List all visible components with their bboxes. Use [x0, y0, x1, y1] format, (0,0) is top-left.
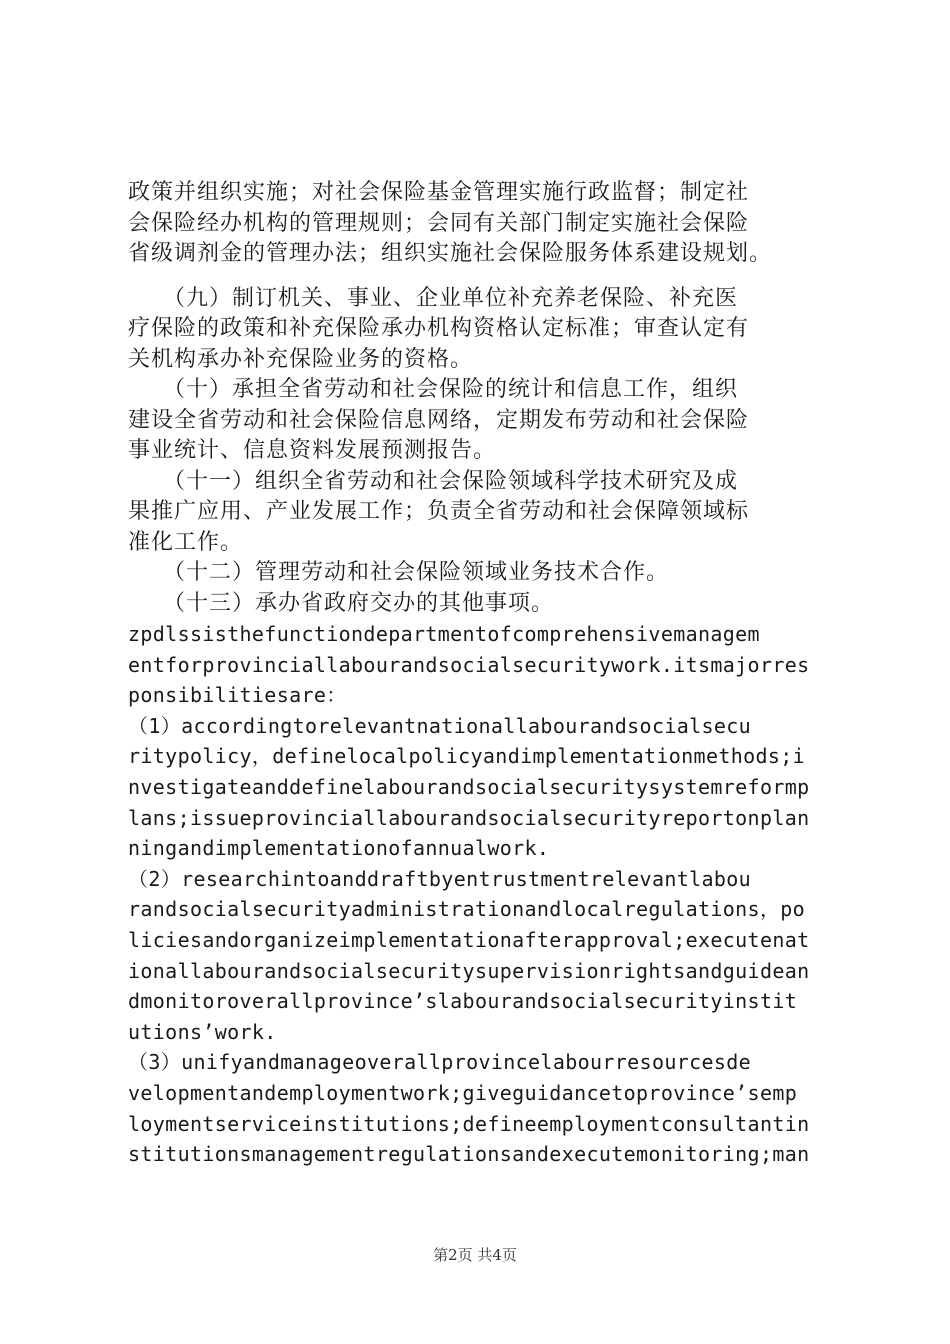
paragraph-english-intro: zpdlssisthefunctiondepartmentofcomprehensivemanagem entforprovinciallabourandsocialsecuritywork.itsmajorres ponsibilitiesare：: [128, 622, 810, 708]
paragraph-english-item-3: （3）unifyandmanageoverallprovincelabourresourcesde velopmentandemploymentwork;giveguidancetoprovince’semp loymentserviceinstitutions;defineemploymentconsultantin stitutionsmanagementregulationsandexecutemonitoring;man: [128, 1050, 810, 1167]
document-body: [128, 178, 838, 1170]
paragraph-gap: [128, 270, 838, 284]
paragraph-item-9: （九）制订机关、事业、企业单位补充养老保险、补充医 疗保险的政策和补充保险承办机构资格认定标准；审查认定有 关机构承办补充保险业务的资格。: [128, 285, 750, 372]
paragraph-item-13: （十三）承办省政府交办的其他事项。: [128, 590, 555, 616]
paragraph-english-item-1: （1）accordingtorelevantnationallabourandsocialsecu ritypolicy，definelocalpolicyandimplementationmethods;i nvestigateanddefinelabourandsocialsecuritysystemreformp lans;issueprovinciallabourandsocialsecurityreportonplan ningandimplementationofannualwork.: [128, 713, 810, 861]
page-number: 第2页 共4页: [433, 1246, 517, 1264]
paragraph-item-10: （十）承担全省劳动和社会保险的统计和信息工作，组织 建设全省劳动和社会保险信息网络，定期发布劳动和社会保险 事业统计、信息资料发展预测报告。: [128, 377, 750, 463]
paragraph-english-item-2: （2）researchintoanddraftbyentrustmentrelevantlabou randsocialsecurityadministrationandlocalregulations，po liciesandorganizeimplementationafterapproval;executenat ionallabourandsocialsecuritysupervisionrightsandguidean dmonitoroverallprovince’slabourandsocialsecurityinstit utions’work.: [128, 866, 810, 1044]
paragraph-item-11: （十一）组织全省劳动和社会保险领域科学技术研究及成 果推广应用、产业发展工作；负责全省劳动和社会保障领域标 准化工作。: [128, 468, 750, 555]
paragraph-policy-continuation: 政策并组织实施；对社会保险基金管理实施行政监督；制定社 会保险经办机构的管理规则；会同有关部门制定实施社会保险 省级调剂金的管理办法；组织实施社会保险服务体系建设规划。: [128, 180, 773, 266]
paragraph-item-12: （十二）管理劳动和社会保险领域业务技术合作。: [128, 560, 670, 585]
page-footer: [0, 1244, 950, 1265]
